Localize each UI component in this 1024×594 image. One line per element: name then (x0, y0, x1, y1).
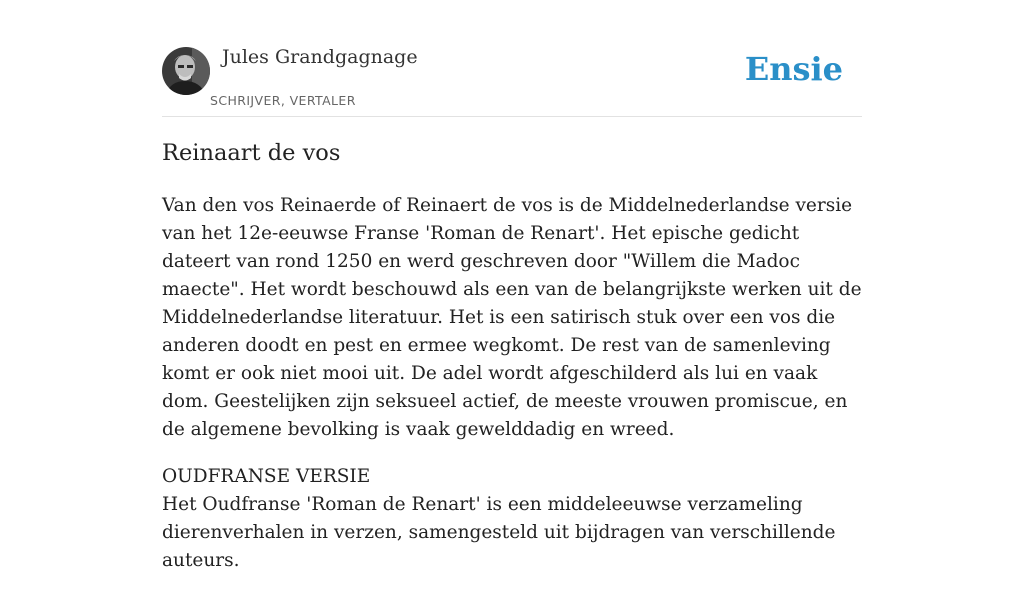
article-paragraph: Van den vos Reinaerde of Reinaert de vos is de Middelnederlandse versie van het 12e-eeuwse Franse 'Roman de Renart'. Het epische gedicht dateert van rond 1250 en werd geschreven door "Willem die Madoc maecte". Het wordt beschouwd als een van de belangrijkste werken uit de Middelnederlandse literatuur. Het is een satirisch stuk over een vos die anderen doodt en pest en ermee wegkomt. De rest van de samenleving komt er ook niet mooi uit. De adel wordt afgeschilderd als lui en vaak dom. Geestelijken zijn seksueel actief, de meeste vrouwen promiscue, en de algemene bevolking is vaak gewelddadig en wreed. (162, 195, 862, 440)
avatar[interactable] (162, 47, 210, 95)
author-name[interactable]: Jules Grandgagnage (222, 46, 418, 68)
section-heading: OUDFRANSE VERSIE (162, 466, 371, 487)
section-text: Het Oudfranse 'Roman de Renart' is een middeleeuwse verzameling dierenverhalen in verzen, samengesteld uit bijdragen van verschillende auteurs. (162, 494, 836, 571)
brand-logo[interactable]: Ensie (744, 50, 843, 88)
article-body (162, 192, 862, 594)
article-title: Reinaart de vos (162, 140, 341, 166)
author-header (162, 0, 862, 117)
article-section (162, 463, 862, 575)
avatar-image (162, 47, 210, 95)
author-role: SCHRIJVER, VERTALER (210, 93, 356, 108)
